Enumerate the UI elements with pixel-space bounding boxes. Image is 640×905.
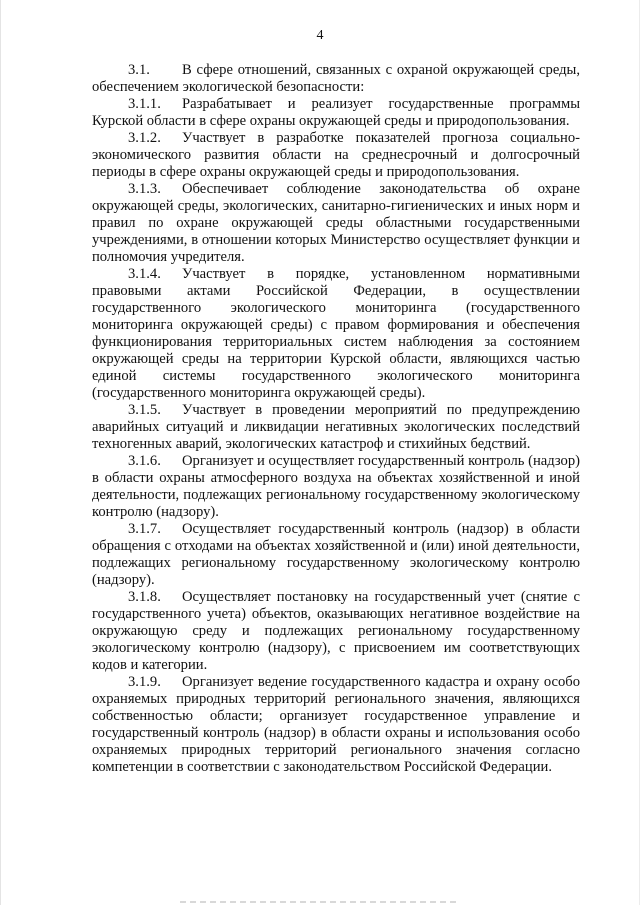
paragraph-text: Обеспечивает соблюдение законодательства об охране окружающей среды, экологических, санитарно-гигиенических и иных норм и правил по охране окружающей среды областными государственными учреждениями, в отношении которых Министерство осуществляет функции и полномочия учредителя. xyxy=(92,181,580,265)
paragraph-text: Разрабатывает и реализует государственные программы Курской области в сфере охраны окружающей среды и природопользования. xyxy=(92,96,580,129)
paragraph-3-1-5 xyxy=(92,402,580,453)
scan-edge-left xyxy=(0,0,1,905)
paragraph-text: В сфере отношений, связанных с охраной окружающей среды, обеспечением экологической безопасности: xyxy=(92,62,580,95)
paragraph-number: 3.1.8. xyxy=(128,589,161,605)
page-number: 4 xyxy=(316,28,324,43)
paragraph-3-1-3 xyxy=(92,181,580,266)
paragraph-text: Участвует в проведении мероприятий по предупреждению аварийных ситуаций и ликвидации негативных экологических последствий техногенных аварий, экологических катастроф и стихийных бедствий. xyxy=(92,402,580,452)
paragraph-3-1-1 xyxy=(92,96,580,130)
scan-bottom-artifact xyxy=(180,901,460,903)
paragraph-3-1-2 xyxy=(92,130,580,181)
paragraph-number: 3.1.6. xyxy=(128,453,161,469)
paragraph-text: Участвует в разработке показателей прогноза социально-экономического развития области на среднесрочный и долгосрочный периоды в сфере охраны окружающей среды и природопользования. xyxy=(92,130,580,180)
paragraph-text: Организует и осуществляет государственный контроль (надзор) в области охраны атмосферного воздуха на объектах хозяйственной и иной деятельности, подлежащих региональному государственному экологическому контролю (надзору). xyxy=(92,453,580,520)
paragraph-text: Участвует в порядке, установленном нормативными правовыми актами Российской Федерации, в осуществлении государственного экологического мониторинга (государственного мониторинга окружающей среды) с правом формирования и обеспечения функционирования территориальных систем наблюдения за состоянием окружающей среды на территории Курской области, являющихся частью единой системы государственного экологического мониторинга (государственного мониторинга окружающей среды). xyxy=(92,266,580,401)
paragraph-3-1-9 xyxy=(92,674,580,776)
paragraph-number: 3.1.2. xyxy=(128,130,161,146)
paragraph-3-1 xyxy=(92,62,580,96)
paragraph-number: 3.1.4. xyxy=(128,266,161,282)
paragraph-number: 3.1. xyxy=(128,62,150,78)
paragraph-number: 3.1.3. xyxy=(128,181,161,197)
paragraph-number: 3.1.1. xyxy=(128,96,161,112)
paragraph-number: 3.1.5. xyxy=(128,402,161,418)
paragraph-text: Осуществляет постановку на государственный учет (снятие с государственного учета) объектов, оказывающих негативное воздействие на окружающую среду и подлежащих региональному государственному экологическому контролю (надзору), с присвоением им соответствующих кодов и категории. xyxy=(92,589,580,673)
paragraph-text: Организует ведение государственного кадастра и охрану особо охраняемых природных территорий регионального значения, являющихся собственностью области; организует государственное управление и государственный контроль (надзор) в области охраны и использования особо охраняемых природных территорий регионального значения согласно компетенции в соответствии с законодательством Российской Федерации. xyxy=(92,674,580,775)
paragraph-number: 3.1.9. xyxy=(128,674,161,690)
paragraph-3-1-6 xyxy=(92,453,580,521)
paragraph-3-1-4 xyxy=(92,266,580,402)
paragraph-number: 3.1.7. xyxy=(128,521,161,537)
paragraph-3-1-8 xyxy=(92,589,580,674)
document-body xyxy=(92,62,580,776)
paragraph-text: Осуществляет государственный контроль (надзор) в области обращения с отходами на объектах хозяйственной и (или) иной деятельности, подлежащих региональному государственному экологическому контролю (надзору). xyxy=(92,521,580,588)
paragraph-3-1-7 xyxy=(92,521,580,589)
